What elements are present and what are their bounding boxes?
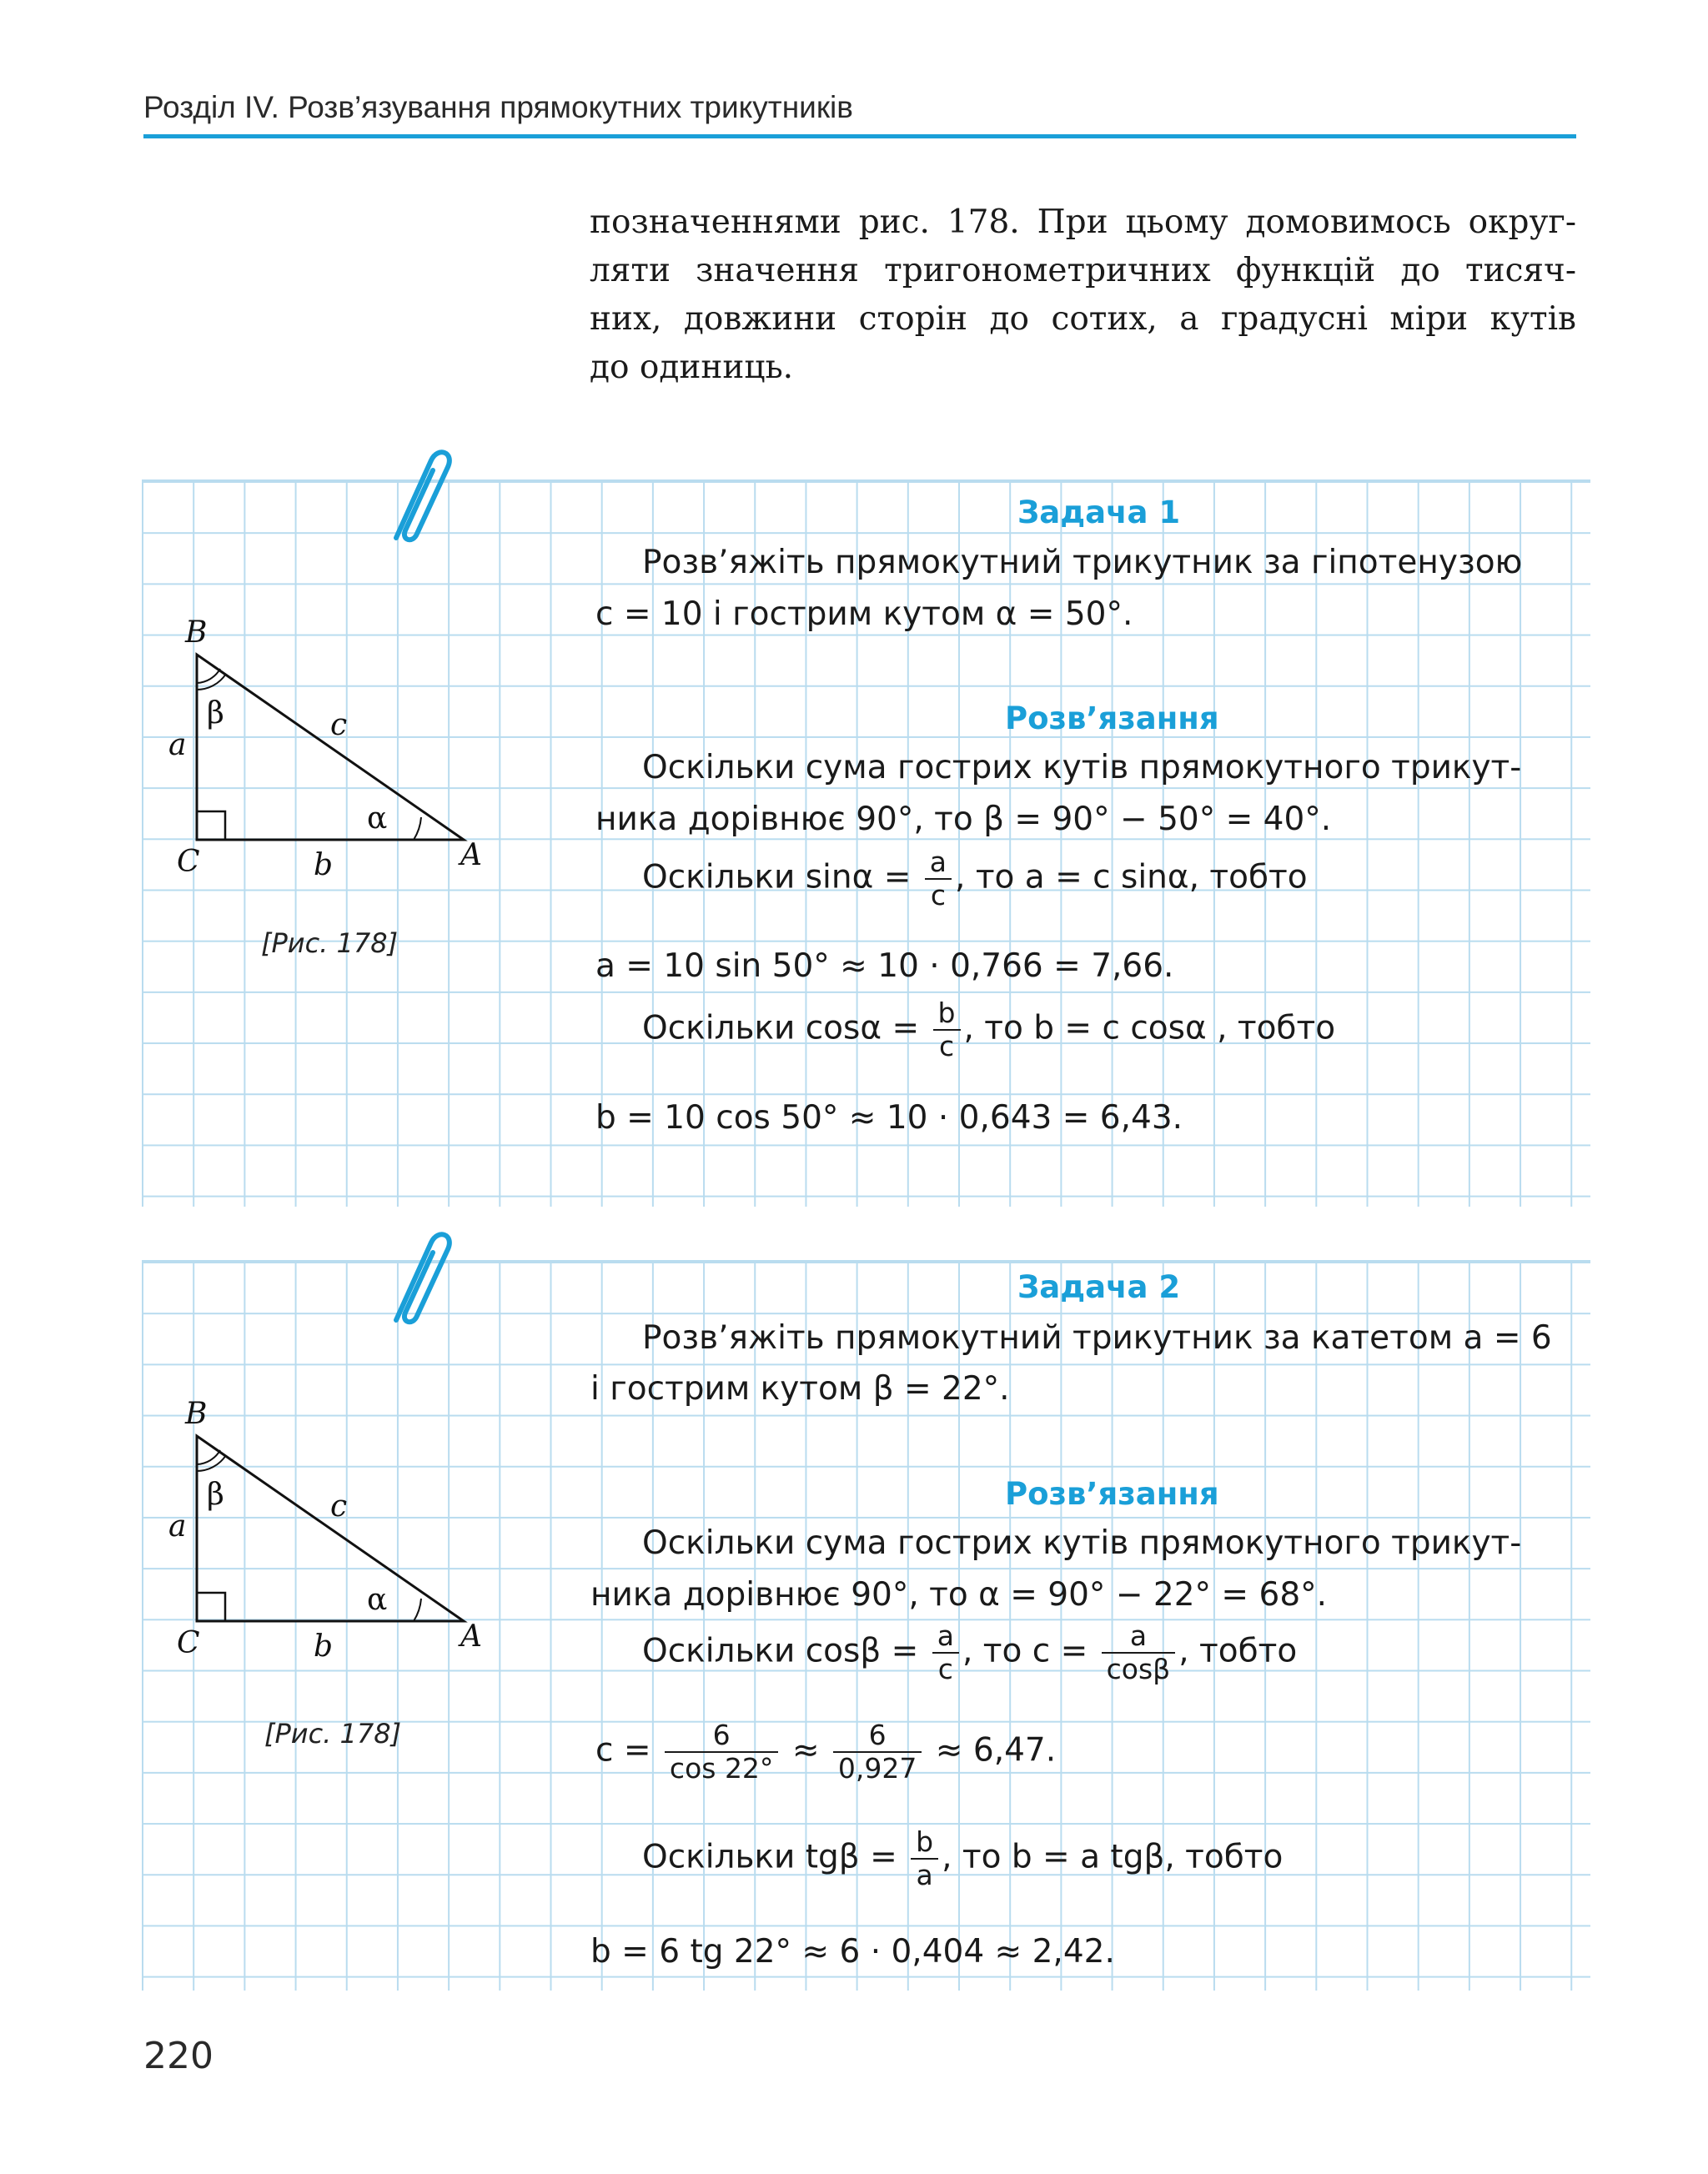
task1-solution-title: Розв’язання [1005, 700, 1219, 736]
task1-calc-a: a = 10 sin 50° ≈ 10 · 0,766 = 7,66. [595, 947, 1174, 985]
task1-sin-formula: Оскільки sinα = $\frac{a}{c}$ , то a = c sinα, тобто [642, 846, 1308, 911]
figure-caption: [Рис. 178] [264, 1718, 402, 1750]
fraction: $\frac{a}{c}$ [932, 1620, 959, 1685]
intro-line: ляти значення тригонометричних функцій до тисяч- [590, 252, 1576, 289]
figure-caption: [Рис. 178] [261, 927, 399, 959]
task1-statement-line: c = 10 і гострим кутом α = 50°. [595, 595, 1133, 633]
task2-tg-formula: Оскільки tgβ = $\frac{b}{a}$ , то b = a tgβ, тобто [642, 1825, 1284, 1891]
vertex-label-a: A [460, 838, 482, 872]
task2-calc-b: b = 6 tg 22° ≈ 6 · 0,404 ≈ 2,42. [590, 1933, 1115, 1971]
fraction: $\frac{6}{0,927}$ [833, 1720, 922, 1785]
paperclip-icon [379, 1224, 455, 1333]
fraction: $\frac{b}{a}$ [911, 1826, 938, 1891]
vertex-label-c: C [177, 1626, 200, 1660]
vertex-label-b: B [185, 615, 208, 650]
side-label-b: b [314, 848, 334, 882]
intro-line: них, довжини сторін до сотих, а градусні міри кутів [590, 300, 1576, 338]
task2-statement-line: і гострим кутом β = 22°. [590, 1370, 1010, 1408]
side-label-c: c [330, 708, 348, 742]
task2-title: Задача 2 [1017, 1269, 1181, 1305]
task2-solution-title: Розв’язання [1005, 1476, 1219, 1512]
task1-cos-formula: Оскільки cosα = $\frac{b}{c}$ , то b = c cosα , тобто [642, 997, 1336, 1062]
fraction: $\frac{b}{c}$ [933, 997, 961, 1062]
side-label-c: c [330, 1489, 348, 1524]
right-triangle-figure [167, 613, 517, 888]
vertex-label-c: C [177, 845, 200, 879]
task2-solution-line: Оскільки сума гострих кутів прямокутного трикут- [642, 1524, 1522, 1562]
intro-line: позначеннями рис. 178. При цьому домовимось округ- [590, 203, 1576, 241]
task1-calc-b: b = 10 cos 50° ≈ 10 · 0,643 = 6,43. [595, 1099, 1183, 1137]
task1-title: Задача 1 [1017, 495, 1181, 530]
angle-label-beta: β [207, 696, 224, 731]
right-triangle-figure [167, 1394, 517, 1669]
angle-label-beta: β [207, 1478, 224, 1512]
angle-label-alpha: α [367, 801, 388, 836]
side-label-a: a [168, 728, 187, 762]
task2-solution-line: ника дорівнює 90°, то α = 90° − 22° = 68°. [590, 1576, 1328, 1614]
fraction: $\frac{a}{\cos\beta}$ [1102, 1620, 1176, 1685]
fraction: $\frac{a}{c}$ [925, 846, 952, 911]
task2-cos-formula: Оскільки cosβ = $\frac{a}{c}$ , то c = $\frac{a}{\cos\beta}$ , тобто [642, 1619, 1298, 1685]
task2-calc-c: c = $\frac{6}{\cos 22^\circ}$ ≈ $\frac{6}{0,927}$ ≈ 6,47. [595, 1719, 1057, 1785]
paperclip-icon [379, 442, 455, 550]
intro-line: до одиниць. [590, 349, 794, 386]
page-number: 220 [143, 2035, 214, 2077]
side-label-b: b [314, 1629, 334, 1664]
task1-solution-line: Оскільки сума гострих кутів прямокутного трикут- [642, 749, 1522, 786]
header-rule [143, 134, 1576, 138]
fraction: $\frac{6}{\cos 22^\circ}$ [665, 1720, 779, 1785]
task2-statement-line: Розв’яжіть прямокутний трикутник за катетом a = 6 [642, 1319, 1552, 1357]
task1-solution-line: ника дорівнює 90°, то β = 90° − 50° = 40°. [595, 801, 1332, 838]
side-label-a: a [168, 1509, 187, 1544]
vertex-label-b: B [185, 1397, 208, 1431]
intro-paragraph [590, 198, 1576, 392]
task1-statement-line: Розв’яжіть прямокутний трикутник за гіпотенузою [642, 544, 1523, 581]
angle-label-alpha: α [367, 1583, 388, 1617]
section-header: Розділ IV. Розв’язування прямокутних трикутників [143, 90, 853, 124]
vertex-label-a: A [460, 1619, 482, 1654]
